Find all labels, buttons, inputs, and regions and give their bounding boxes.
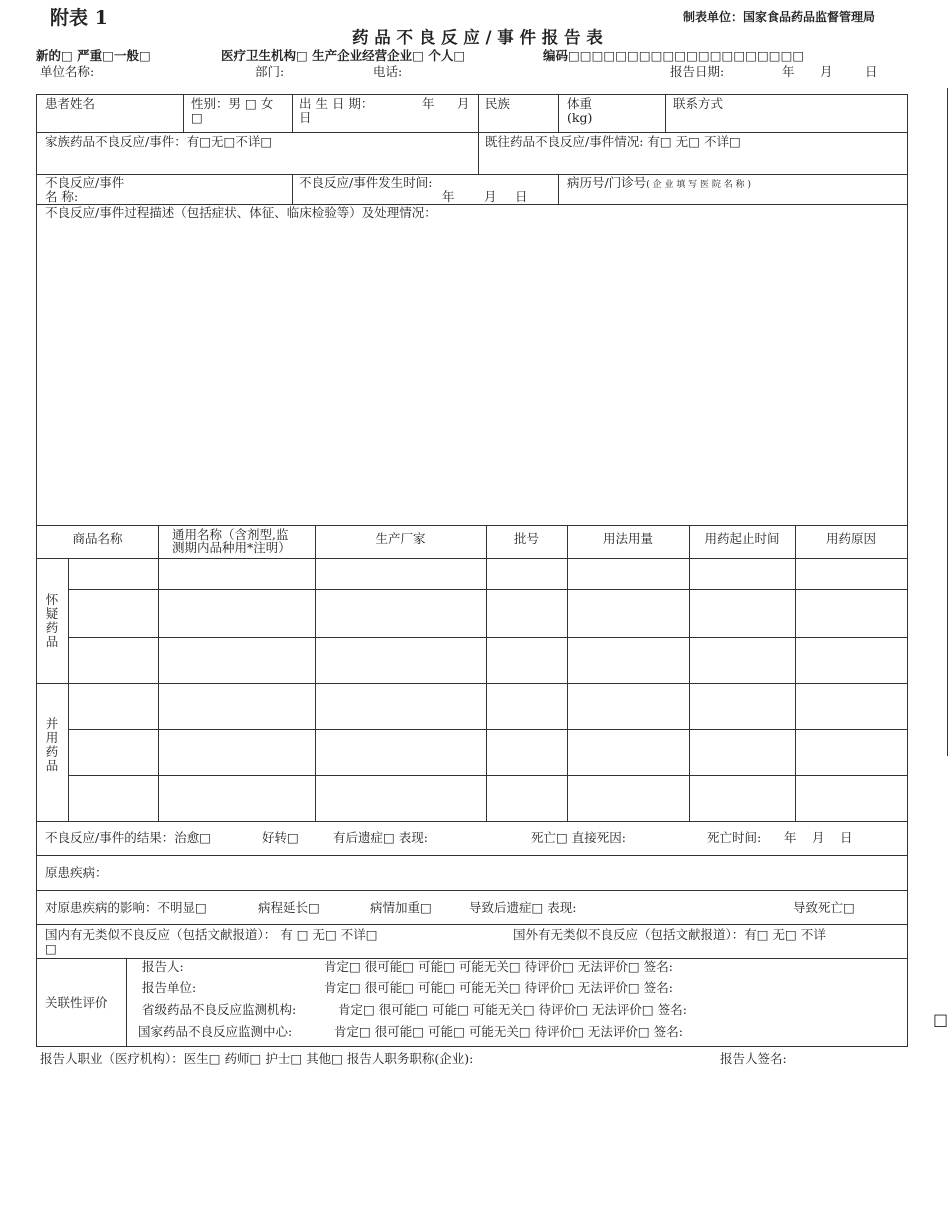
concomitant-drugs-label: 并用药品 bbox=[45, 716, 59, 773]
impact-sequelae-option[interactable]: 导致后遗症□ 表现: bbox=[469, 900, 577, 915]
adr-name-label: 不良反应/事件 bbox=[45, 175, 125, 190]
death-time-field[interactable]: 死亡时间: bbox=[707, 830, 762, 845]
right-margin-line bbox=[947, 88, 948, 756]
col-generic-name-line2: 测期内品种用*注明） bbox=[172, 540, 291, 555]
col-manufacturer: 生产厂家 bbox=[375, 531, 426, 546]
ethnicity-field[interactable]: 民族 bbox=[485, 96, 511, 111]
suspected-drugs-label: 怀疑药品 bbox=[45, 592, 59, 649]
causality-provincial-label: 省级药品不良反应监测机构: bbox=[142, 1002, 297, 1017]
record-number-note: ( 企 业 填 写 医 院 名 称 ) bbox=[646, 180, 751, 190]
causality-national-label: 国家药品不良反应监测中心: bbox=[138, 1024, 293, 1039]
family-adr-options[interactable]: 家族药品不良反应/事件：有□无□不详□ bbox=[45, 134, 273, 149]
col-dosage: 用法用量 bbox=[602, 531, 653, 546]
weight-unit: (kg) bbox=[567, 110, 593, 125]
adr-description-label: 不良反应/事件过程描述（包括症状、体征、临床检验等）及处理情况： bbox=[45, 205, 437, 220]
report-date-field[interactable]: 报告日期: bbox=[670, 64, 725, 79]
department-field[interactable]: 部门: bbox=[255, 64, 285, 79]
outcome-death-option[interactable]: 死亡□ 直接死因: bbox=[531, 830, 626, 845]
adr-report-table bbox=[36, 94, 908, 1047]
col-batch: 批号 bbox=[513, 531, 539, 546]
unit-name-field[interactable]: 单位名称: bbox=[40, 64, 95, 79]
record-number-field[interactable] bbox=[567, 176, 751, 192]
foreign-similar-unknown-checkbox[interactable]: □ bbox=[45, 941, 57, 956]
adr-time-day: 日 bbox=[515, 189, 528, 204]
foreign-similar-options[interactable]: 国外有无类似不良反应（包括文献报道）：有□ 无□ 不详 bbox=[513, 927, 826, 942]
report-source-options[interactable]: 医疗卫生机构□ 生产企业经营企业□ 个人□ bbox=[221, 48, 466, 63]
past-adr-options[interactable]: 既往药品不良反应/事件情况: 有□ 无□ 不详□ bbox=[485, 134, 741, 149]
patient-name-field[interactable]: 患者姓名 bbox=[45, 96, 96, 111]
impact-prolonged-option[interactable]: 病程延长□ bbox=[258, 900, 320, 915]
col-generic-name bbox=[172, 528, 291, 554]
causality-reporter-label: 报告人: bbox=[142, 959, 184, 974]
issuer-label: 制表单位：国家食品药品监督管理局 bbox=[683, 10, 876, 24]
death-time-day: 日 bbox=[840, 830, 853, 845]
report-date-year: 年 bbox=[782, 64, 795, 79]
reporter-occupation-options[interactable]: 报告人职业（医疗机构）：医生□ 药师□ 护士□ 其他□ 报告人职务职称(企业): bbox=[40, 1051, 474, 1066]
report-code-field[interactable]: 编码□□□□□□□□□□□□□□□□□□□□ bbox=[543, 48, 805, 63]
causality-unit-label: 报告单位: bbox=[142, 980, 197, 995]
impact-death-option[interactable]: 导致死亡□ bbox=[793, 900, 855, 915]
gender-female-checkbox[interactable]: □ bbox=[191, 110, 203, 125]
record-number-label: 病历号/门诊号 bbox=[567, 175, 647, 190]
causality-provincial-options[interactable]: 肯定□ 很可能□ 可能□ 可能无关□ 待评价□ 无法评价□ 签名: bbox=[338, 1002, 687, 1017]
report-type-options[interactable]: 新的□ 严重□一般□ bbox=[36, 48, 151, 63]
domestic-similar-options[interactable]: 国内有无类似不良反应（包括文献报道）： 有 □ 无□ 不详□ bbox=[45, 927, 378, 942]
outcome-improved-option[interactable]: 好转□ bbox=[262, 830, 299, 845]
primary-disease-field[interactable]: 原患疾病： bbox=[45, 865, 108, 880]
impact-not-obvious-option[interactable]: 对原患疾病的影响：不明显□ bbox=[45, 900, 207, 915]
col-trade-name: 商品名称 bbox=[72, 531, 123, 546]
report-date-month: 月 bbox=[820, 64, 833, 79]
causality-reporter-options[interactable]: 肯定□ 很可能□ 可能□ 可能无关□ 待评价□ 无法评价□ 签名: bbox=[324, 959, 673, 974]
report-date-day: 日 bbox=[865, 64, 878, 79]
adr-description-area[interactable] bbox=[37, 221, 907, 523]
phone-field[interactable]: 电话: bbox=[373, 64, 403, 79]
reporter-signature-field[interactable]: 报告人签名: bbox=[720, 1051, 787, 1066]
causality-national-options[interactable]: 肯定□ 很可能□ 可能□ 可能无关□ 待评价□ 无法评价□ 签名: bbox=[334, 1024, 683, 1039]
outcome-cured-option[interactable]: 不良反应/事件的结果：治愈□ bbox=[45, 830, 212, 845]
causality-label: 关联性评价 bbox=[45, 995, 108, 1010]
col-period: 用药起止时间 bbox=[704, 531, 780, 546]
causality-unit-options[interactable]: 肯定□ 很可能□ 可能□ 可能无关□ 待评价□ 无法评价□ 签名: bbox=[324, 980, 673, 995]
impact-worsened-option[interactable]: 病情加重□ bbox=[370, 900, 432, 915]
adr-time-month: 月 bbox=[484, 189, 497, 204]
side-checkbox[interactable]: □ bbox=[933, 1010, 949, 1029]
birth-date-label: 出 生 日 期： bbox=[299, 96, 374, 111]
birth-year-label: 年 bbox=[422, 96, 435, 111]
death-time-year: 年 bbox=[784, 830, 797, 845]
birth-day-label: 日 bbox=[299, 110, 312, 125]
col-reason: 用药原因 bbox=[825, 531, 876, 546]
adr-name-field[interactable]: 名 称: bbox=[45, 189, 79, 204]
weight-field[interactable]: 体重 bbox=[567, 96, 593, 111]
birth-month-label: 月 bbox=[457, 96, 470, 111]
form-title: 药 品 不 良 反 应 / 事 件 报 告 表 bbox=[352, 28, 603, 47]
contact-field[interactable]: 联系方式 bbox=[673, 96, 724, 111]
appendix-label: 附表 1 bbox=[50, 7, 108, 29]
adr-time-year: 年 bbox=[442, 189, 455, 204]
adr-time-field[interactable]: 不良反应/事件发生时间: bbox=[299, 175, 433, 190]
outcome-sequelae-option[interactable]: 有后遗症□ 表现: bbox=[333, 830, 428, 845]
gender-options[interactable]: 性别：男 □ 女 bbox=[191, 96, 274, 111]
col-generic-name-line1: 通用名称（含剂型,监 bbox=[172, 527, 289, 542]
death-time-month: 月 bbox=[812, 830, 825, 845]
